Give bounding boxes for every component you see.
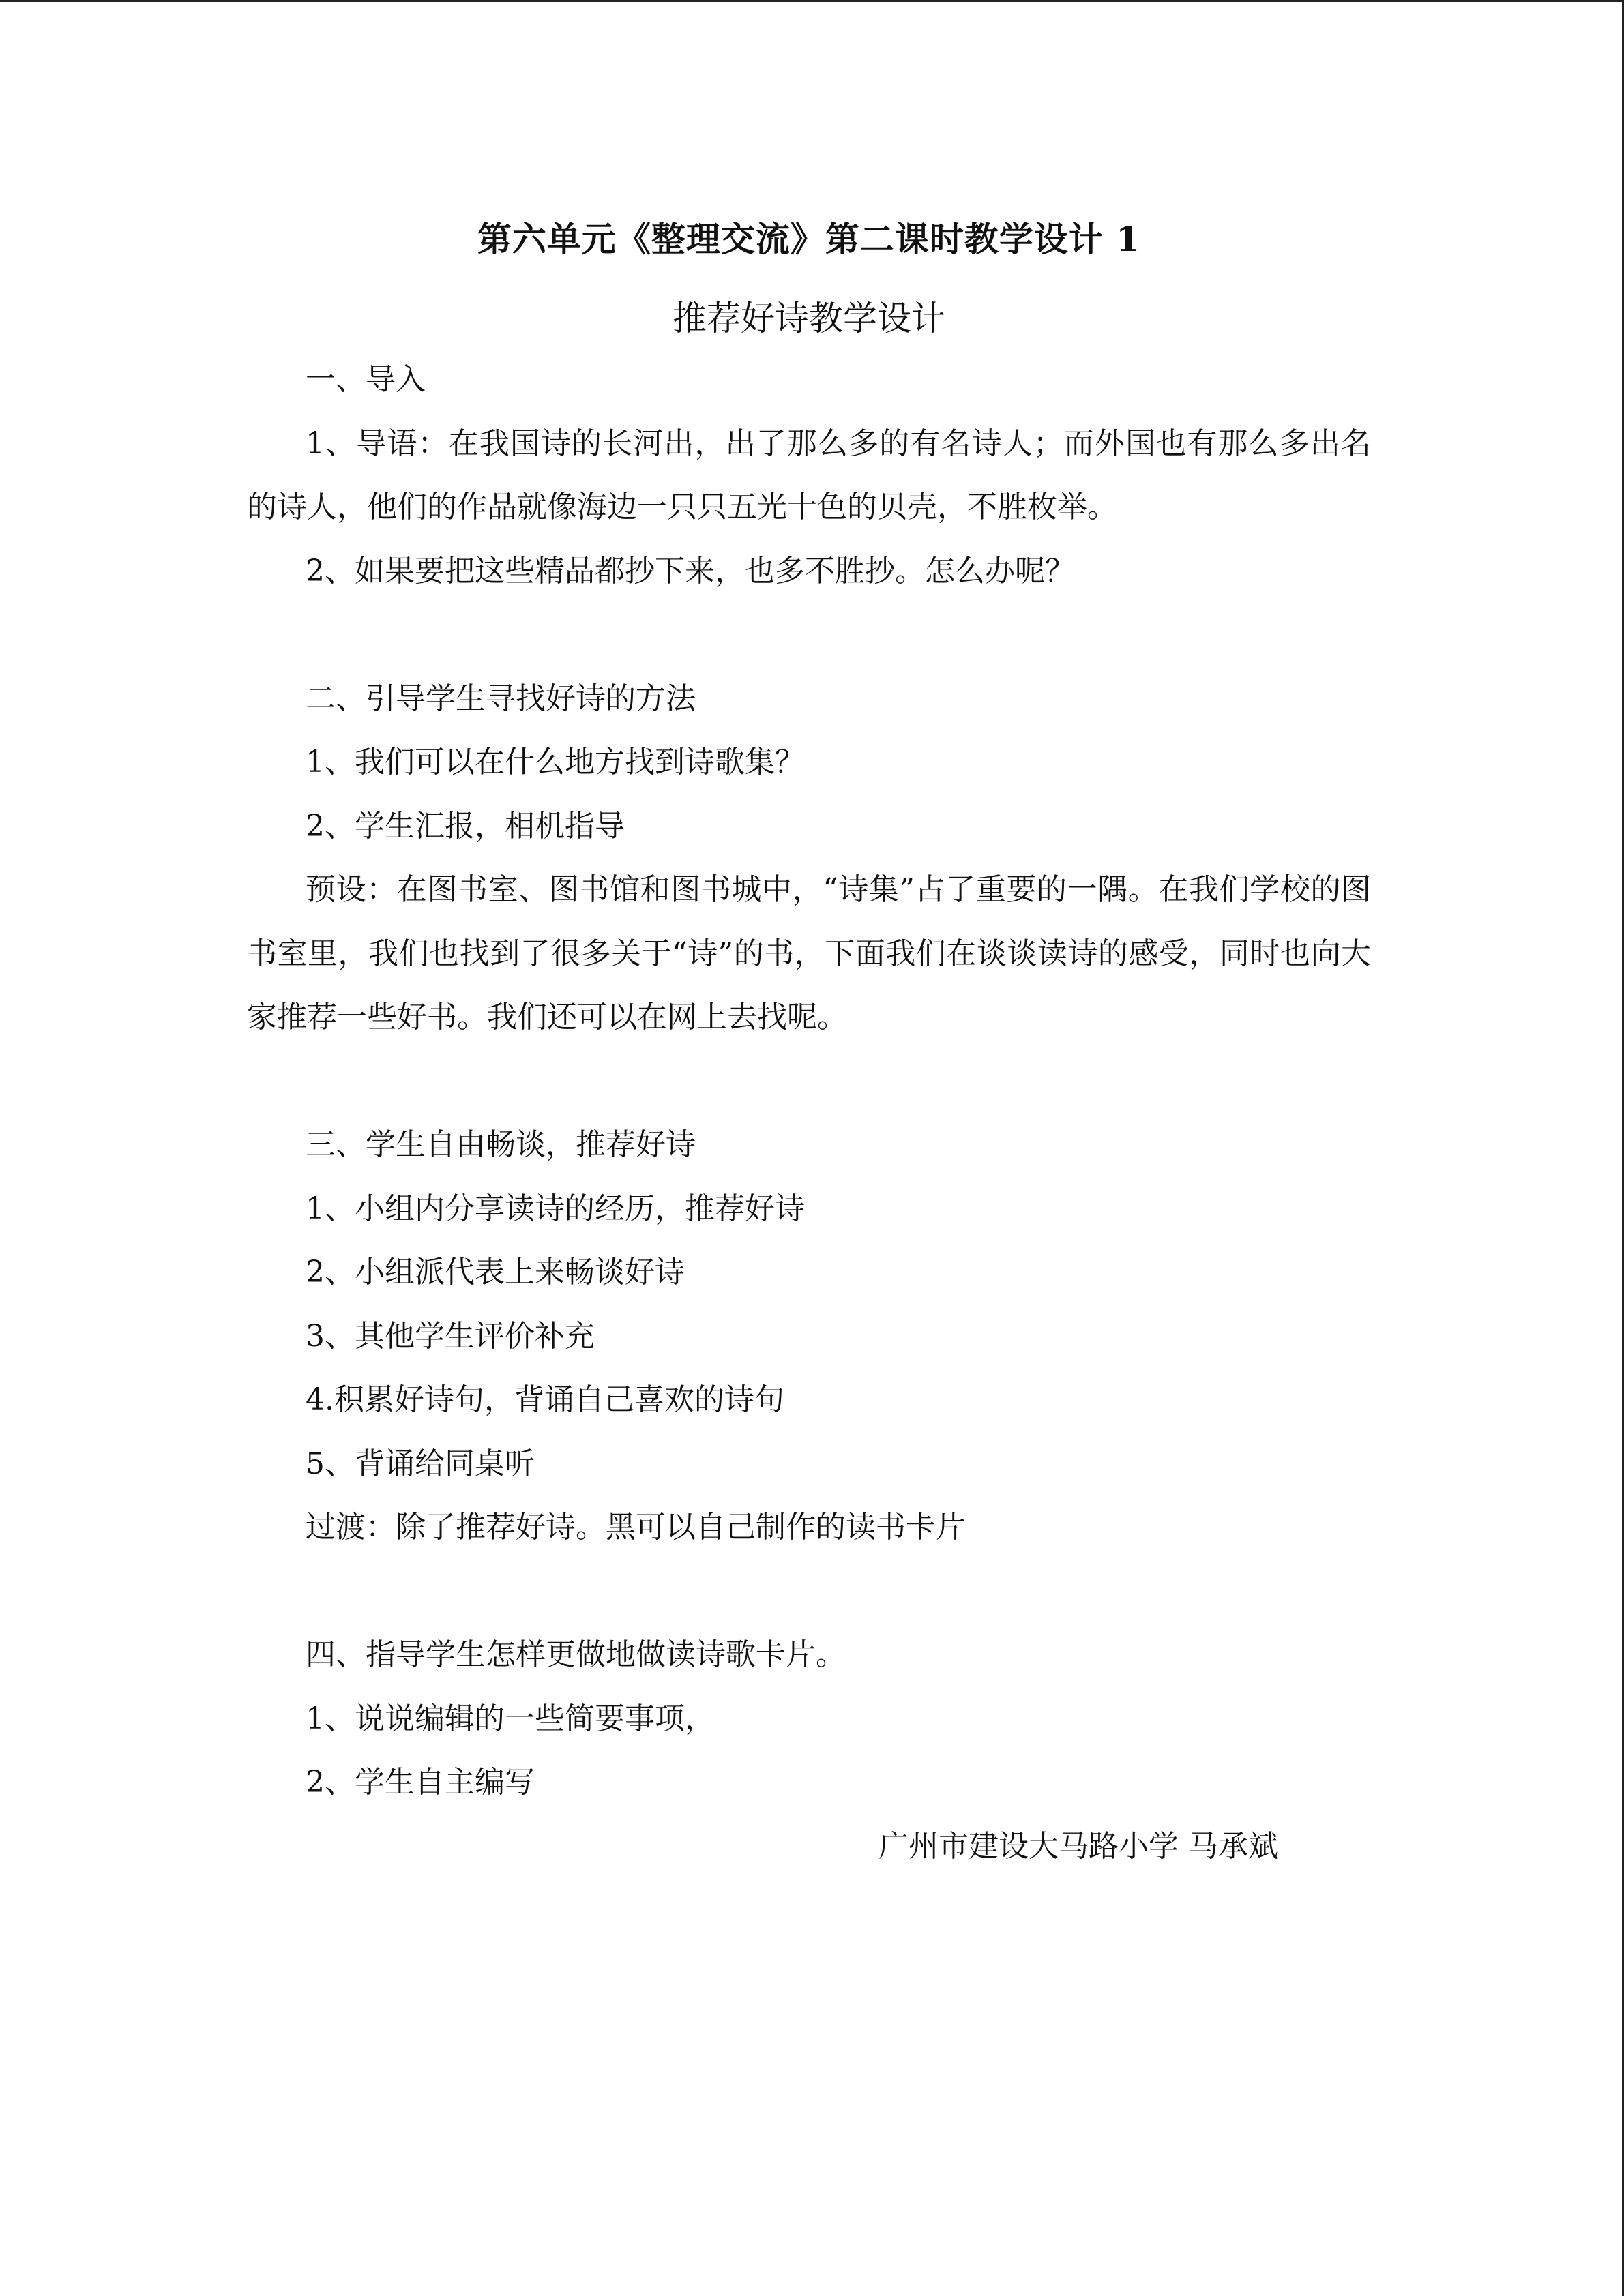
paragraph: 1、小组内分享读诗的经历，推荐好诗 — [306, 1191, 805, 1226]
section-guide — [247, 667, 1371, 1049]
section-intro — [247, 348, 1371, 603]
blank-line — [247, 603, 1371, 667]
paragraph: 2、学生汇报，相机指导 — [306, 808, 625, 844]
paragraph: 1、说说编辑的一些简要事项， — [306, 1701, 715, 1736]
blank-line — [247, 1560, 1371, 1624]
paragraph: 2、小组派代表上来畅谈好诗 — [306, 1255, 685, 1289]
paragraph: 1、我们可以在什么地方找到诗歌集？ — [306, 745, 805, 779]
section-heading: 二、引导学生寻找好诗的方法 — [306, 681, 696, 716]
paragraph: 5、背诵给同桌听 — [306, 1446, 535, 1481]
paragraph: 1、导语：在我国诗的长河出，出了那么多的有名诗人；而外国也有那么多出名的诗人，他们的作品就像海边一只只五光十色的贝壳，不胜枚举。 — [247, 426, 1371, 524]
blank-line — [247, 1049, 1371, 1114]
section-heading: 三、学生自由畅谈，推荐好诗 — [306, 1127, 696, 1162]
section-heading: 一、导入 — [306, 362, 426, 397]
paragraph: 3、其他学生评价补充 — [306, 1318, 595, 1354]
section-discuss — [247, 1113, 1371, 1560]
transition-paragraph: 过渡：除了推荐好诗。黑可以自己制作的读书卡片 — [306, 1510, 966, 1545]
document-body — [247, 205, 1371, 1878]
section-cards — [247, 1623, 1371, 1815]
author-signature: 广州市建设大马路小学 马承斌 — [879, 1828, 1278, 1864]
document-subtitle: 推荐好诗教学设计 — [673, 299, 945, 338]
section-heading: 四、指导学生怎样更做地做读诗歌卡片。 — [306, 1637, 846, 1672]
paragraph: 2、学生自主编写 — [306, 1765, 535, 1800]
paragraph: 预设：在图书室、图书馆和图书城中，“诗集”占了重要的一隅。在我们学校的图书室里，我们也找到了很多关于“诗”的书，下面我们在谈谈读诗的感受，同时也向大家推荐一些好书。我们还可以在网上去找呢。 — [247, 872, 1371, 1034]
document-title: 第六单元《整理交流》第二课时教学设计 1 — [477, 219, 1141, 259]
paragraph: 4.积累好诗句，背诵自己喜欢的诗句 — [306, 1382, 784, 1417]
paragraph: 2、如果要把这些精品都抄下来，也多不胜抄。怎么办呢？ — [306, 553, 1075, 588]
page-top-border — [0, 0, 1624, 2]
